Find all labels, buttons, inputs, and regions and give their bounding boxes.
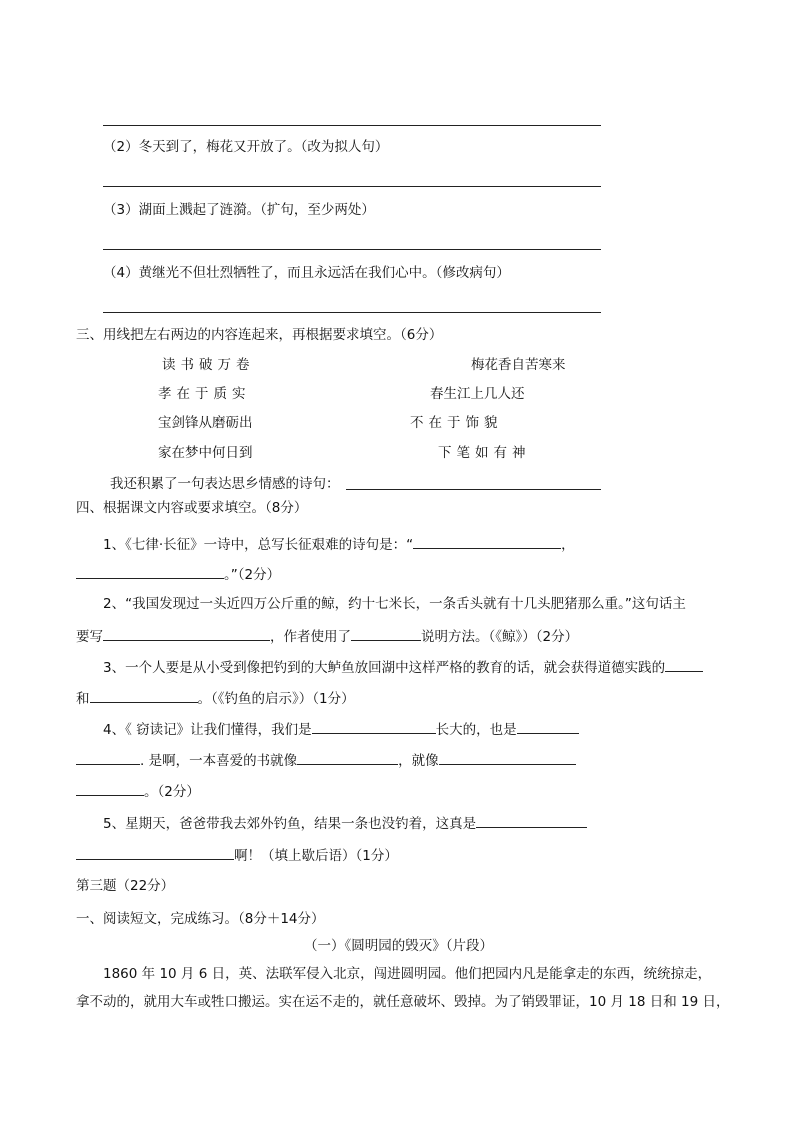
q4-text-4: ，就像 <box>398 753 439 769</box>
q4-line3 <box>76 781 200 801</box>
q5-line2 <box>76 845 398 865</box>
match-left-4: 家在梦中何日到 <box>158 445 253 461</box>
q3-he: 和 <box>76 691 90 707</box>
q4-text: 4、《 窃读记》让我们懂得，我们是 <box>103 722 312 738</box>
blank <box>665 657 703 672</box>
answer-line <box>103 186 601 187</box>
q4-line2 <box>76 750 576 770</box>
blank <box>76 564 224 579</box>
answer-line <box>346 489 601 490</box>
q1-end: 。”（2分） <box>224 567 281 583</box>
q1-comma: ， <box>561 537 575 553</box>
blank <box>297 750 398 765</box>
answer-line <box>103 125 601 126</box>
match-right-4: 下笔如有神 <box>438 445 531 461</box>
blank <box>90 688 198 703</box>
q3-line1 <box>103 657 703 677</box>
q4-end: 。（2分） <box>144 784 200 800</box>
answer-line <box>103 249 601 250</box>
q2-text-2: ，作者使用了 <box>270 629 351 645</box>
section-3-title: 三、用线把左右两边的内容连起来，再根据要求填空。（6分） <box>76 327 443 343</box>
match-left-3: 宝剑锋从磨砺出 <box>158 415 253 431</box>
blank <box>413 534 561 549</box>
q2-line1: 2、“我国发现过一头近四万公斤重的鲸，约十七米长，一条舌头就有十几头肥猪那么重。”这句话主 <box>103 596 686 612</box>
q5-end: 啊！（填上歇后语）（1分） <box>234 848 398 864</box>
accumulate-prompt: 我还积累了一句表达思乡情感的诗句： <box>110 476 340 492</box>
q1-line2 <box>76 564 280 584</box>
section-4-title: 四、根据课文内容或要求填空。（8分） <box>76 500 308 516</box>
q2-line2 <box>76 626 578 646</box>
blank <box>439 750 576 765</box>
question-3: （3）湖面上溅起了涟漪。（扩句，至少两处） <box>103 202 375 218</box>
q1-line1 <box>103 534 575 554</box>
match-right-3: 不在于饰貌 <box>410 415 503 431</box>
match-left-2: 孝在于质实 <box>158 386 251 402</box>
match-right-2: 春生江上几人还 <box>430 386 525 402</box>
q4-line1 <box>103 719 579 739</box>
blank <box>76 845 234 860</box>
blank <box>312 719 436 734</box>
blank <box>517 719 579 734</box>
q4-text-3: . 是啊，一本喜爱的书就像 <box>140 753 298 769</box>
part-3-title: 第三题（22分） <box>76 878 175 894</box>
answer-line <box>103 312 601 313</box>
blank <box>351 626 421 641</box>
question-2: （2）冬天到了，梅花又开放了。（改为拟人句） <box>103 139 389 155</box>
q4-text-2: 长大的，也是 <box>435 722 517 738</box>
blank <box>76 750 140 765</box>
q3-text: 3、一个人要是从小受到像把钓到的大鲈鱼放回湖中这样严格的教育的话，就会获得道德实践的 <box>103 660 666 676</box>
q3-line2 <box>76 688 355 708</box>
passage-title: （一）《圆明园的毁灭》（片段） <box>304 938 493 954</box>
q2-text: 要写 <box>76 629 103 645</box>
passage-line-1: 1860 年 10 月 6 日，英、法联军侵入北京，闯进圆明园。他们把园内凡是能拿走的东西，统统掠走， <box>103 966 712 982</box>
question-4: （4）黄继光不但壮烈牺牲了，而且永远活在我们心中。（修改病句） <box>103 265 510 281</box>
q5-line1 <box>103 813 587 833</box>
match-left-1: 读书破万卷 <box>162 357 255 373</box>
blank <box>76 781 144 796</box>
blank <box>103 626 270 641</box>
passage-line-2: 拿不动的，就用大车或牲口搬运。实在运不走的，就任意破坏、毁掉。为了销毁罪证，10 月 18 日和 19 日， <box>76 994 730 1010</box>
q3-end: 。（《钓鱼的启示》）（1分） <box>197 691 355 707</box>
blank <box>476 813 587 828</box>
q1-text: 1、《七律·长征》一诗中，总写长征艰难的诗句是：“ <box>103 537 414 553</box>
match-right-1: 梅花香自苦寒来 <box>471 357 566 373</box>
q5-text: 5、星期天，爸爸带我去郊外钓鱼，结果一条也没钓着，这真是 <box>103 816 477 832</box>
reading-instruction: 一、阅读短文，完成练习。（8分＋14分） <box>76 911 325 927</box>
q2-end: 说明方法。（《鲸》）（2分） <box>421 629 579 645</box>
